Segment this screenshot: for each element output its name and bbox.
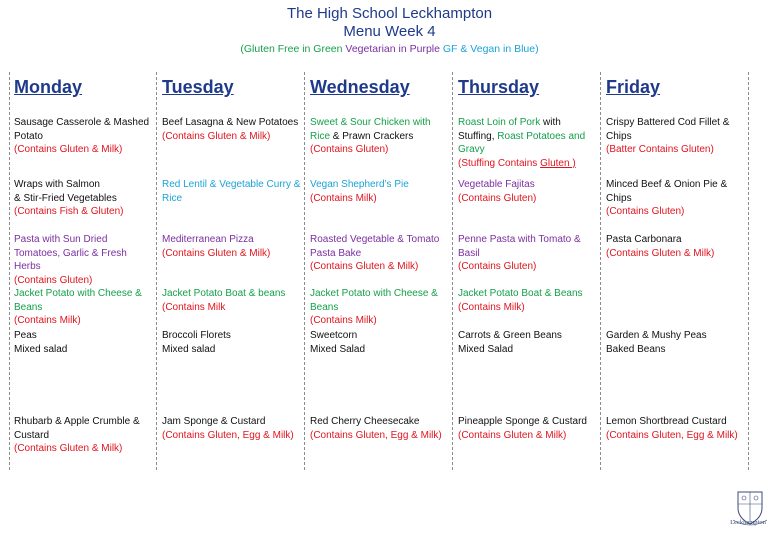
menu-item-line xyxy=(310,429,450,443)
menu-text: (Contains Gluten, Egg & Milk) xyxy=(162,429,294,441)
menu-item-line xyxy=(606,116,746,143)
menu-text: Mixed Salad xyxy=(310,343,366,355)
menu-item-line xyxy=(606,143,746,157)
menu-text: Mixed salad xyxy=(14,343,68,355)
menu-text: (Contains Gluten) xyxy=(606,206,685,218)
menu-item-line xyxy=(310,192,450,206)
menu-text: & Prawn Crackers xyxy=(330,130,414,142)
menu-item-line xyxy=(162,329,302,343)
menu-text: Mixed Salad xyxy=(458,343,514,355)
menu-item xyxy=(310,178,450,205)
menu-item-line xyxy=(606,205,746,219)
menu-text: Jam Sponge & Custard xyxy=(162,416,266,427)
column-divider xyxy=(156,72,157,470)
menu-text: Vegan Shepherd’s Pie xyxy=(310,179,409,190)
menu-item-line xyxy=(310,343,450,357)
menu-item-line xyxy=(310,314,450,328)
menu-item xyxy=(162,116,302,143)
menu-text: Mediterranean Pizza xyxy=(162,234,254,245)
menu-item xyxy=(606,233,746,260)
menu-item-line xyxy=(310,287,450,314)
menu-text: Wraps with Salmon xyxy=(14,179,100,190)
menu-item xyxy=(162,233,302,260)
menu-item xyxy=(606,329,746,356)
menu-item xyxy=(310,329,450,356)
menu-item-line xyxy=(310,143,450,157)
day-heading: Friday xyxy=(606,77,661,97)
menu-text: Jacket Potato with Cheese & Beans xyxy=(14,288,142,313)
menu-text: Pasta with Sun Dried Tomatoes, Garlic & Fresh Herbs xyxy=(14,234,127,273)
menu-item-line xyxy=(458,157,598,171)
menu-item-line xyxy=(310,329,450,343)
menu-item-line xyxy=(14,274,154,288)
day-heading: Thursday xyxy=(458,77,540,97)
menu-text: (Contains Gluten & Milk) xyxy=(458,429,567,441)
column-divider xyxy=(452,72,453,470)
menu-item-line xyxy=(458,233,598,260)
menu-text: Baked Beans xyxy=(606,343,666,355)
menu-item-line xyxy=(14,116,154,143)
menu-text: (Contains Gluten) xyxy=(458,261,537,273)
logo-caption: Leckhampton xyxy=(730,519,766,526)
menu-item-line xyxy=(162,233,302,247)
menu-item xyxy=(310,415,450,442)
menu-item xyxy=(458,178,598,205)
day-heading: Monday xyxy=(14,77,83,97)
menu-item xyxy=(458,287,598,314)
column-divider xyxy=(9,72,10,470)
menu-text: Jacket Potato with Cheese & Beans xyxy=(310,288,438,313)
menu-item xyxy=(606,178,746,219)
menu-item-line xyxy=(14,287,154,314)
menu-text: Red Cherry Cheesecake xyxy=(310,416,420,427)
menu-text: Sausage Casserole & Mashed Potato xyxy=(14,117,150,142)
menu-item-line xyxy=(606,343,746,357)
menu-item-line xyxy=(162,116,302,130)
menu-item xyxy=(14,415,154,456)
menu-text: (Contains Gluten & Milk) xyxy=(310,261,419,273)
menu-text: Jacket Potato Boat & Beans xyxy=(458,288,583,299)
menu-item xyxy=(458,329,598,356)
menu-text: (Contains Gluten & Milk) xyxy=(606,247,715,259)
menu-text: Lemon Shortbread Custard xyxy=(606,416,727,427)
menu-text: Rhubarb & Apple Crumble & Custard xyxy=(14,416,140,441)
menu-text: (Contains Gluten & Milk) xyxy=(14,144,123,156)
menu-item xyxy=(14,287,154,328)
legend-vegetarian: Vegetarian in Purple xyxy=(345,43,443,55)
menu-item xyxy=(14,178,154,219)
menu-item xyxy=(310,287,450,328)
menu-text: Pasta Carbonara xyxy=(606,234,682,245)
menu-week-title: Menu Week 4 xyxy=(343,23,436,40)
menu-item xyxy=(162,178,302,205)
menu-item-line xyxy=(14,205,154,219)
menu-item xyxy=(14,116,154,157)
menu-text: Pineapple Sponge & Custard xyxy=(458,416,587,427)
menu-item-line xyxy=(14,192,154,206)
menu-item-line xyxy=(162,343,302,357)
menu-item-line xyxy=(14,178,154,192)
menu-item-line xyxy=(310,178,450,192)
menu-text: Red Lentil & Vegetable Curry & Rice xyxy=(162,179,301,204)
menu-item-line xyxy=(14,143,154,157)
menu-item xyxy=(310,116,450,157)
menu-item-line xyxy=(458,192,598,206)
menu-item-line xyxy=(310,233,450,260)
menu-text: Minced Beef & Onion Pie & Chips xyxy=(606,179,728,204)
menu-text: Jacket Potato Boat & beans xyxy=(162,288,286,299)
menu-text: Gluten ) xyxy=(540,157,576,169)
menu-text: (Contains Milk) xyxy=(310,192,377,204)
menu-item xyxy=(162,329,302,356)
column-divider xyxy=(748,72,749,470)
menu-item-line xyxy=(14,415,154,442)
menu-item-line xyxy=(162,130,302,144)
menu-text: with Stuffing, xyxy=(458,117,561,142)
menu-item-line xyxy=(458,329,598,343)
legend-vegan: GF & Vegan in Blue) xyxy=(442,43,539,55)
menu-item xyxy=(162,287,302,314)
menu-text: (Contains Milk) xyxy=(458,301,525,313)
menu-item-line xyxy=(14,233,154,274)
menu-text: Roasted Vegetable & Tomato Pasta Bake xyxy=(310,234,440,259)
menu-item xyxy=(458,116,598,170)
menu-text: (Contains Milk) xyxy=(310,315,377,327)
menu-text: Broccoli Florets xyxy=(162,330,231,341)
menu-text: Roast Loin of Pork xyxy=(458,117,541,128)
menu-item-line xyxy=(458,343,598,357)
menu-item xyxy=(14,329,154,356)
menu-item xyxy=(458,415,598,442)
menu-text: (Contains Milk xyxy=(162,301,226,313)
menu-item-line xyxy=(606,429,746,443)
menu-item-line xyxy=(310,415,450,429)
legend-gluten-free: (Gluten Free in Green xyxy=(240,43,346,55)
menu-item xyxy=(458,233,598,274)
menu-text: (Contains Milk) xyxy=(14,315,81,327)
menu-text: Beef Lasagna & New Potatoes xyxy=(162,117,299,128)
column-divider xyxy=(304,72,305,470)
menu-text: Sweetcorn xyxy=(310,330,358,341)
menu-text: (Contains Gluten) xyxy=(458,192,537,204)
menu-item-line xyxy=(458,429,598,443)
menu-item-line xyxy=(162,247,302,261)
menu-item-line xyxy=(14,442,154,456)
menu-item xyxy=(162,415,302,442)
menu-item-line xyxy=(162,287,302,301)
menu-item-line xyxy=(458,287,598,301)
menu-item-line xyxy=(162,301,302,315)
menu-item-line xyxy=(606,247,746,261)
menu-text: (Batter Contains Gluten) xyxy=(606,144,714,156)
menu-item-line xyxy=(458,415,598,429)
menu-text: Roast Potatoes and Gravy xyxy=(458,130,586,156)
menu-text: Vegetable Fajitas xyxy=(458,179,535,190)
menu-item-line xyxy=(606,233,746,247)
menu-item-line xyxy=(458,116,598,157)
menu-item xyxy=(606,415,746,442)
menu-item xyxy=(14,233,154,287)
color-legend xyxy=(0,43,779,56)
menu-item-line xyxy=(162,429,302,443)
column-divider xyxy=(600,72,601,470)
menu-item-line xyxy=(458,260,598,274)
menu-text: Crispy Battered Cod Fillet & Chips xyxy=(606,117,730,142)
menu-item-line xyxy=(14,314,154,328)
menu-text: Sweet & Sour Chicken with Rice xyxy=(310,117,431,142)
menu-text: (Contains Gluten) xyxy=(14,274,93,286)
menu-item-line xyxy=(310,116,450,143)
menu-text: (Stuffing Contains xyxy=(458,157,541,169)
menu-text: Carrots & Green Beans xyxy=(458,330,562,341)
menu-item xyxy=(310,233,450,274)
menu-item-line xyxy=(606,415,746,429)
menu-item-line xyxy=(606,329,746,343)
menu-text: Penne Pasta with Tomato & Basil xyxy=(458,234,581,259)
day-heading: Wednesday xyxy=(310,77,410,97)
menu-text: Mixed salad xyxy=(162,343,216,355)
menu-item-line xyxy=(14,329,154,343)
menu-item-line xyxy=(310,260,450,274)
menu-text: & Stir-Fried Vegetables xyxy=(14,192,117,204)
menu-text: (Contains Gluten, Egg & Milk) xyxy=(606,429,738,441)
menu-item-line xyxy=(162,178,302,205)
menu-text: (Contains Gluten & Milk) xyxy=(14,443,123,455)
menu-text: (Contains Gluten, Egg & Milk) xyxy=(310,429,442,441)
school-title: The High School Leckhampton xyxy=(286,5,493,22)
menu-item-line xyxy=(458,301,598,315)
menu-item-line xyxy=(14,343,154,357)
menu-text: (Contains Fish & Gluten) xyxy=(14,206,124,218)
menu-item-line xyxy=(458,178,598,192)
menu-item-line xyxy=(162,415,302,429)
menu-item xyxy=(606,116,746,157)
menu-text: Garden & Mushy Peas xyxy=(606,330,707,341)
menu-text: (Contains Gluten & Milk) xyxy=(162,130,271,142)
menu-item-line xyxy=(606,178,746,205)
menu-text: Peas xyxy=(14,330,37,341)
day-heading: Tuesday xyxy=(162,77,234,97)
menu-text: (Contains Gluten) xyxy=(310,144,389,156)
menu-text: (Contains Gluten & Milk) xyxy=(162,247,271,259)
